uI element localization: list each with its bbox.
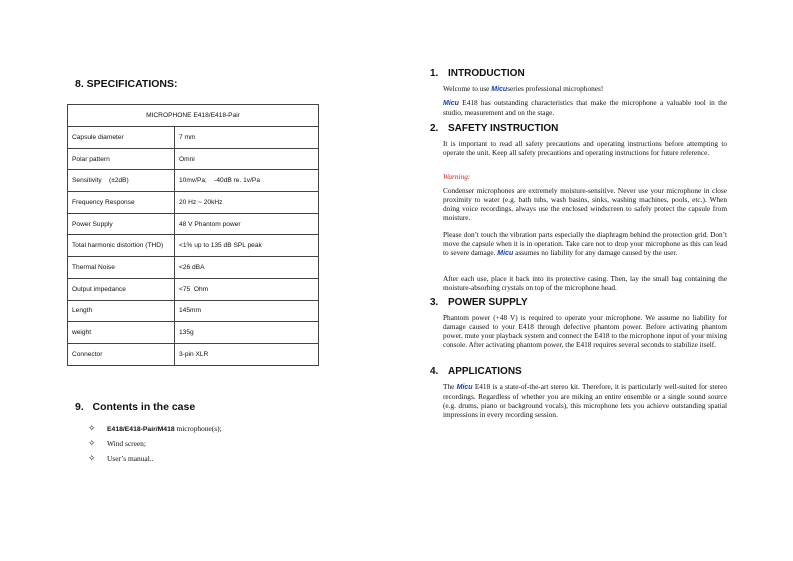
spec-value: <1% up to 135 dB SPL peak xyxy=(175,235,319,257)
spec-value: <26 dBA xyxy=(175,257,319,279)
safety-paragraph-4: After each use, place it back into its protective casing. Then, lay the small bag containing the moisture-absorbing crystals on top of the microphone head. xyxy=(443,274,727,293)
spec-value: 145mm xyxy=(175,300,319,322)
diamond-bullet-icon: ✧ xyxy=(88,453,96,463)
table-row xyxy=(68,235,319,257)
section-number: 4. xyxy=(430,366,439,377)
spec-value: <75 Ohm xyxy=(175,278,319,300)
table-row xyxy=(68,300,319,322)
power-supply-paragraph: Phantom power (+48 V) is required to operate your microphone. We assume no liability for damage caused to your E418 through defective phantom power. Before activating phantom power, mute your playback system and connect the E418 to the microphone input of your mixing console. After activating phantom power, the E418 requires several seconds to stabilize itself. xyxy=(443,313,727,350)
table-header-row xyxy=(68,105,319,127)
spec-value: 20 Hz ~ 20kHz xyxy=(175,192,319,214)
warning-label: Warning: xyxy=(443,172,471,181)
intro-description xyxy=(443,98,727,117)
spec-label: Capsule diameter xyxy=(68,127,175,149)
table-row xyxy=(68,278,319,300)
section-title: INTRODUCTION xyxy=(448,68,525,79)
table-title: MICROPHONE E418/E418-Pair xyxy=(68,105,319,127)
intro-welcome-text xyxy=(443,84,727,94)
section-title: POWER SUPPLY xyxy=(448,297,528,308)
section-number: 3. xyxy=(430,297,439,308)
spec-label: Polar pattern xyxy=(68,148,175,170)
table-row xyxy=(68,170,319,192)
safety-heading xyxy=(430,123,558,134)
list-item xyxy=(88,451,222,466)
spec-label: Thermal Noise xyxy=(68,257,175,279)
table-row xyxy=(68,192,319,214)
table-row xyxy=(68,148,319,170)
introduction-heading xyxy=(430,68,525,79)
diamond-bullet-icon: ✧ xyxy=(88,423,96,433)
table-row xyxy=(68,343,319,365)
spec-label: Frequency Response xyxy=(68,192,175,214)
spec-label: Length xyxy=(68,300,175,322)
safety-paragraph-3 xyxy=(443,230,727,258)
safety-paragraph-2: Condenser microphones are extremely moisture-sensitive. Never use your microphone in close proximity to water (e.g. bath tubs, wash basins, sinks, washing machines, pools, etc.). When doing voice recordings, always use the enclosed windscreen to safely protect the capsule from moisture. xyxy=(443,186,727,223)
brand-name: Micu xyxy=(443,100,459,107)
text-run: E418 is a state-of-the-art stereo kit. Therefore, it is particularly well-suited for stereo recordings. Regardless of whether you are miking an entire ensemble or a single sound source (e.g. drums, piano or background vocals), this microphone lets you achieve outstanding spatial impressions in every recording session. xyxy=(443,382,728,420)
spec-label: Connector xyxy=(68,343,175,365)
text-run: The xyxy=(443,382,457,391)
diamond-bullet-icon: ✧ xyxy=(88,438,96,448)
section-number: 2. xyxy=(430,123,439,134)
spec-value: 135g xyxy=(175,322,319,344)
list-item xyxy=(88,421,222,436)
applications-paragraph xyxy=(443,382,727,419)
spec-label: Total harmonic distortion (THD) xyxy=(68,235,175,257)
table-row xyxy=(68,127,319,149)
spec-value: 10mv/Pa; -40dB re. 1v/Pa xyxy=(175,170,319,192)
table-row xyxy=(68,322,319,344)
spec-label: Sensitivity (±2dB) xyxy=(68,170,175,192)
section-title: SAFETY INSTRUCTION xyxy=(448,123,559,134)
section-title: APPLICATIONS xyxy=(448,366,522,377)
text-run: E418 has outstanding characteristics that make the microphone a valuable tool in the studio, measurement and on the stage. xyxy=(443,98,727,118)
list-item-text: microphone(s); xyxy=(174,424,222,433)
spec-value: 48 V Phantom power xyxy=(175,213,319,235)
section-number: 1. xyxy=(430,68,439,79)
spec-value: 7 mm xyxy=(175,127,319,149)
list-item-text: User’s manual.. xyxy=(107,454,154,463)
text-run: Welcome to use xyxy=(443,84,492,93)
list-item xyxy=(88,436,222,451)
spec-value: Omni xyxy=(175,148,319,170)
specifications-table xyxy=(67,104,319,366)
specifications-heading: 8. SPECIFICATIONS: xyxy=(75,78,178,90)
spec-value: 3-pin XLR xyxy=(175,343,319,365)
text-run: series professional microphones! xyxy=(507,84,604,93)
table-row xyxy=(68,257,319,279)
spec-label: weight xyxy=(68,322,175,344)
brand-name: Micu xyxy=(456,384,473,391)
spec-label: Output impedance xyxy=(68,278,175,300)
applications-heading xyxy=(430,366,522,377)
spec-label: Power Supply xyxy=(68,213,175,235)
brand-name: Micu xyxy=(491,86,508,93)
safety-paragraph-1: It is important to read all safety precautions and operating instructions before attempting to operate the unit. Keep all safety precautions and operating instructions for future reference. xyxy=(443,139,727,158)
model-names: E418/E418-Pair/M418 xyxy=(107,426,175,433)
table-row xyxy=(68,213,319,235)
list-item-text: Wind screen; xyxy=(107,439,146,448)
power-supply-heading xyxy=(430,297,528,308)
text-run: Please don’t touch the vibration parts especially the diaphragm behind the protection grid. Don’t move the capsule when it is in operation. Take care not to drop your microphone as this can lead to severe damage. xyxy=(443,230,727,258)
text-run: assumes no liability for any damage caused by the user. xyxy=(513,248,678,258)
contents-list xyxy=(88,421,222,466)
contents-heading: 9. Contents in the case xyxy=(75,401,196,413)
brand-name: Micu xyxy=(497,250,514,258)
